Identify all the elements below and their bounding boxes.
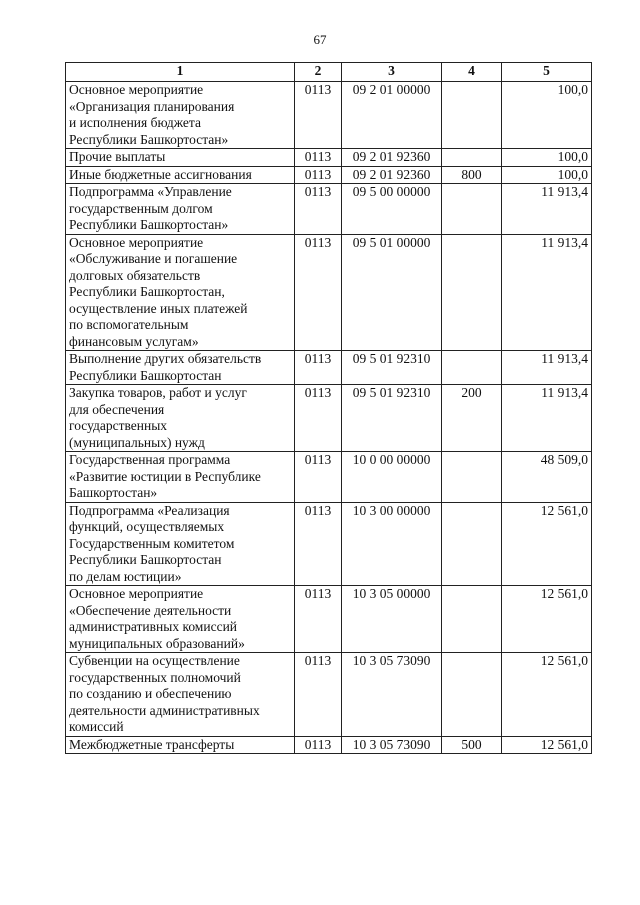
row-name-cell: Основное мероприятие «Обслуживание и погашение долговых обязательств Республики Башкортостан, осуществление иных платежей по вспомогательным финансовым услугам» bbox=[66, 234, 295, 351]
row-section-cell: 0113 bbox=[295, 82, 342, 149]
row-type-cell: 800 bbox=[442, 166, 502, 184]
row-section-cell: 0113 bbox=[295, 149, 342, 167]
row-type-cell bbox=[442, 653, 502, 737]
header-type: 4 bbox=[442, 63, 502, 82]
row-target-cell: 10 3 05 73090 bbox=[342, 653, 442, 737]
row-target-cell: 10 3 00 00000 bbox=[342, 502, 442, 586]
header-section: 2 bbox=[295, 63, 342, 82]
table-row bbox=[66, 184, 592, 235]
header-row bbox=[66, 63, 592, 82]
row-name-cell: Иные бюджетные ассигнования bbox=[66, 166, 295, 184]
row-section-cell: 0113 bbox=[295, 586, 342, 653]
row-target-cell: 09 2 01 92360 bbox=[342, 149, 442, 167]
row-section-cell: 0113 bbox=[295, 502, 342, 586]
row-amount-cell: 100,0 bbox=[502, 149, 592, 167]
row-amount-cell: 12 561,0 bbox=[502, 653, 592, 737]
row-name-cell: Субвенции на осуществление государственных полномочий по созданию и обеспечению деятельности административных комиссий bbox=[66, 653, 295, 737]
row-target-cell: 10 3 05 73090 bbox=[342, 736, 442, 754]
row-amount-cell: 12 561,0 bbox=[502, 502, 592, 586]
row-type-cell bbox=[442, 452, 502, 503]
row-target-cell: 09 2 01 92360 bbox=[342, 166, 442, 184]
row-amount-cell: 48 509,0 bbox=[502, 452, 592, 503]
row-type-cell: 500 bbox=[442, 736, 502, 754]
table-row bbox=[66, 502, 592, 586]
row-target-cell: 10 3 05 00000 bbox=[342, 586, 442, 653]
header-target: 3 bbox=[342, 63, 442, 82]
table-row bbox=[66, 149, 592, 167]
table-row bbox=[66, 82, 592, 149]
row-target-cell: 09 5 01 92310 bbox=[342, 351, 442, 385]
table-row bbox=[66, 452, 592, 503]
row-amount-cell: 11 913,4 bbox=[502, 234, 592, 351]
row-amount-cell: 11 913,4 bbox=[502, 385, 592, 452]
row-type-cell bbox=[442, 586, 502, 653]
row-amount-cell: 11 913,4 bbox=[502, 351, 592, 385]
table-row bbox=[66, 351, 592, 385]
row-section-cell: 0113 bbox=[295, 736, 342, 754]
row-name-cell: Выполнение других обязательств Республики Башкортостан bbox=[66, 351, 295, 385]
row-section-cell: 0113 bbox=[295, 452, 342, 503]
row-amount-cell: 12 561,0 bbox=[502, 736, 592, 754]
row-name-cell: Основное мероприятие «Обеспечение деятельности административных комиссий муниципальных образований» bbox=[66, 586, 295, 653]
row-target-cell: 09 5 00 00000 bbox=[342, 184, 442, 235]
row-type-cell bbox=[442, 502, 502, 586]
row-section-cell: 0113 bbox=[295, 653, 342, 737]
page-number: 67 bbox=[313, 32, 327, 47]
table-header bbox=[66, 63, 592, 82]
row-target-cell: 09 5 01 00000 bbox=[342, 234, 442, 351]
row-section-cell: 0113 bbox=[295, 184, 342, 235]
table-row bbox=[66, 736, 592, 754]
row-type-cell bbox=[442, 82, 502, 149]
header-name: 1 bbox=[66, 63, 295, 82]
row-amount-cell: 11 913,4 bbox=[502, 184, 592, 235]
row-name-cell: Подпрограмма «Реализация функций, осуществляемых Государственным комитетом Республики Башкортостан по делам юстиции» bbox=[66, 502, 295, 586]
budget-table bbox=[65, 62, 592, 754]
row-section-cell: 0113 bbox=[295, 385, 342, 452]
table-body bbox=[66, 82, 592, 754]
table-row bbox=[66, 586, 592, 653]
row-name-cell: Прочие выплаты bbox=[66, 149, 295, 167]
row-target-cell: 09 2 01 00000 bbox=[342, 82, 442, 149]
row-type-cell bbox=[442, 234, 502, 351]
row-type-cell bbox=[442, 351, 502, 385]
row-type-cell bbox=[442, 184, 502, 235]
row-amount-cell: 12 561,0 bbox=[502, 586, 592, 653]
table-row bbox=[66, 385, 592, 452]
row-target-cell: 09 5 01 92310 bbox=[342, 385, 442, 452]
row-name-cell: Государственная программа «Развитие юстиции в Республике Башкортостан» bbox=[66, 452, 295, 503]
row-section-cell: 0113 bbox=[295, 166, 342, 184]
row-name-cell: Закупка товаров, работ и услуг для обеспечения государственных (муниципальных) нужд bbox=[66, 385, 295, 452]
row-amount-cell: 100,0 bbox=[502, 166, 592, 184]
row-name-cell: Межбюджетные трансферты bbox=[66, 736, 295, 754]
row-section-cell: 0113 bbox=[295, 351, 342, 385]
row-name-cell: Основное мероприятие «Организация планирования и исполнения бюджета Республики Башкортостан» bbox=[66, 82, 295, 149]
table-row bbox=[66, 234, 592, 351]
row-name-cell: Подпрограмма «Управление государственным долгом Республики Башкортостан» bbox=[66, 184, 295, 235]
row-amount-cell: 100,0 bbox=[502, 82, 592, 149]
table-row bbox=[66, 653, 592, 737]
row-section-cell: 0113 bbox=[295, 234, 342, 351]
row-type-cell bbox=[442, 149, 502, 167]
row-target-cell: 10 0 00 00000 bbox=[342, 452, 442, 503]
table-row bbox=[66, 166, 592, 184]
row-type-cell: 200 bbox=[442, 385, 502, 452]
header-amount: 5 bbox=[502, 63, 592, 82]
